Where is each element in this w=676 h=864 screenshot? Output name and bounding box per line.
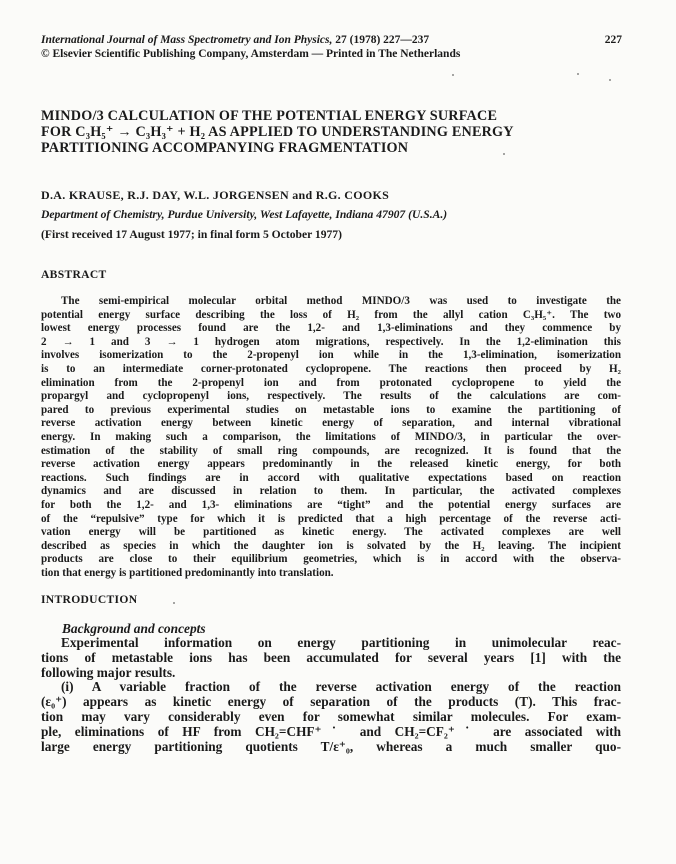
abstract-line: described as species in which the daughter ion is solvated by the H₂ leaving. The incipient — [41, 539, 621, 552]
abstract-line: propargyl and cyclopropenyl ions, respectively. The results of the calculations are com- — [41, 390, 621, 403]
journal-citation: 27 (1978) 227—237 — [335, 34, 430, 46]
scan-speck — [577, 73, 579, 75]
introduction-heading: INTRODUCTION — [41, 593, 138, 606]
scan-speck — [173, 602, 175, 604]
title-line: PARTITIONING ACCOMPANYING FRAGMENTATION — [41, 140, 409, 156]
scan-speck — [452, 74, 454, 76]
abstract-line: energy. In making such a comparison, the limitations of MINDO/3, in particular the over- — [41, 430, 621, 443]
intro-line: Experimental information on energy partitioning in unimolecular reac- — [61, 636, 621, 650]
running-header — [41, 33, 622, 47]
abstract-line: elimination from the 2-propenyl ion and from protonated cyclopropene to yield the — [41, 376, 621, 389]
intro-line: (ε₀⁺) appears as kinetic energy of separation of the products (T). This frac- — [41, 695, 621, 710]
affiliation: Department of Chemistry, Purdue University, West Lafayette, Indiana 47907 (U.S.A.) — [41, 208, 448, 221]
page-number: 227 — [604, 34, 622, 46]
abstract-heading: ABSTRACT — [41, 268, 107, 281]
abstract-line: 2 → 1 and 3 → 1 hydrogen atom migrations, respectively. In the 1,2-elimination this — [41, 335, 621, 348]
abstract-line: pared to previous experimental studies on metastable ions to examine the partitioning of — [41, 403, 621, 416]
scan-speck — [609, 79, 611, 81]
abstract-line: estimation of the stability of small ring compounds, are recognized. It is found that the — [41, 444, 621, 457]
background-subheading: Background and concepts — [62, 621, 206, 636]
abstract-line: lowest energy processes found are the 1,2- and 1,3-eliminations and they commence by — [41, 322, 621, 335]
intro-line: ple, eliminations of HF from CH₂=CHF⁺˙ and CH₂=CF₂⁺˙ are associated with — [41, 724, 621, 739]
intro-line: following major results. — [41, 665, 176, 680]
introduction-text — [41, 636, 621, 754]
abstract-line: The semi-empirical molecular orbital method MINDO/3 was used to investigate the — [61, 295, 621, 307]
publisher-line: © Elsevier Scientific Publishing Company, Amsterdam — Printed in The Netherlands — [41, 48, 461, 60]
intro-line: large energy partitioning quotients T/ε⁺₀, whereas a much smaller quo- — [41, 739, 621, 754]
intro-line: (i) A variable fraction of the reverse activation energy of the reaction — [61, 680, 621, 695]
abstract-line: dynamics and are discussed in relation to them. In particular, the activated complexes — [41, 485, 621, 498]
abstract-line: tion that energy is partitioned predominantly into translation. — [41, 566, 334, 579]
abstract-line: vation energy will be partitioned as kinetic energy. The activated complexes are well — [41, 526, 621, 539]
abstract-line: products are close to their equilibrium geometries, which is in accord with the observa- — [41, 553, 621, 566]
abstract-line: is to an intermediate corner-protonated cyclopropene. The reactions then proceed by H₂ — [41, 362, 621, 375]
journal-name: International Journal of Mass Spectrometry and Ion Physics, — [41, 34, 333, 46]
abstract-line: reactions. Such findings are in accord with qualitative expectations based on reaction — [41, 471, 621, 484]
abstract-line: potential energy surface describing the loss of H₂ from the allyl cation C₃H₅⁺. The two — [41, 308, 621, 321]
title-line: MINDO/3 CALCULATION OF THE POTENTIAL ENERGY SURFACE — [41, 108, 498, 124]
scan-speck — [503, 153, 505, 155]
abstract-text — [41, 295, 621, 580]
received-dates: (First received 17 August 1977; in final form 5 October 1977) — [41, 228, 342, 241]
abstract-line: reverse activation energy appears predominantly in the released kinetic energy, for both — [41, 458, 621, 471]
author-list: D.A. KRAUSE, R.J. DAY, W.L. JORGENSEN and R.G. COOKS — [41, 188, 390, 202]
abstract-line: involves isomerization to the 2-propenyl ion while in the 1,3-elimination, isomerization — [41, 349, 621, 362]
intro-line: tion may vary considerably even for somewhat similar molecules. For exam- — [41, 709, 621, 724]
intro-line: tions of metastable ions has been accumulated for several years [1] with the — [41, 650, 621, 665]
abstract-line: of the “repulsive” type for which it is predicted that a high percentage of the reverse acti- — [41, 512, 621, 525]
title-line: FOR C₃H₅⁺ → C₃H₃⁺ + H₂ AS APPLIED TO UNDERSTANDING ENERGY — [41, 124, 514, 140]
abstract-line: for both the 1,2- and 1,3- eliminations are “tight” and the potential energy surfaces are — [41, 498, 621, 511]
abstract-line: reverse activation energy between kinetic energy of separation, and internal vibrational — [41, 417, 621, 430]
article-title — [41, 108, 631, 156]
